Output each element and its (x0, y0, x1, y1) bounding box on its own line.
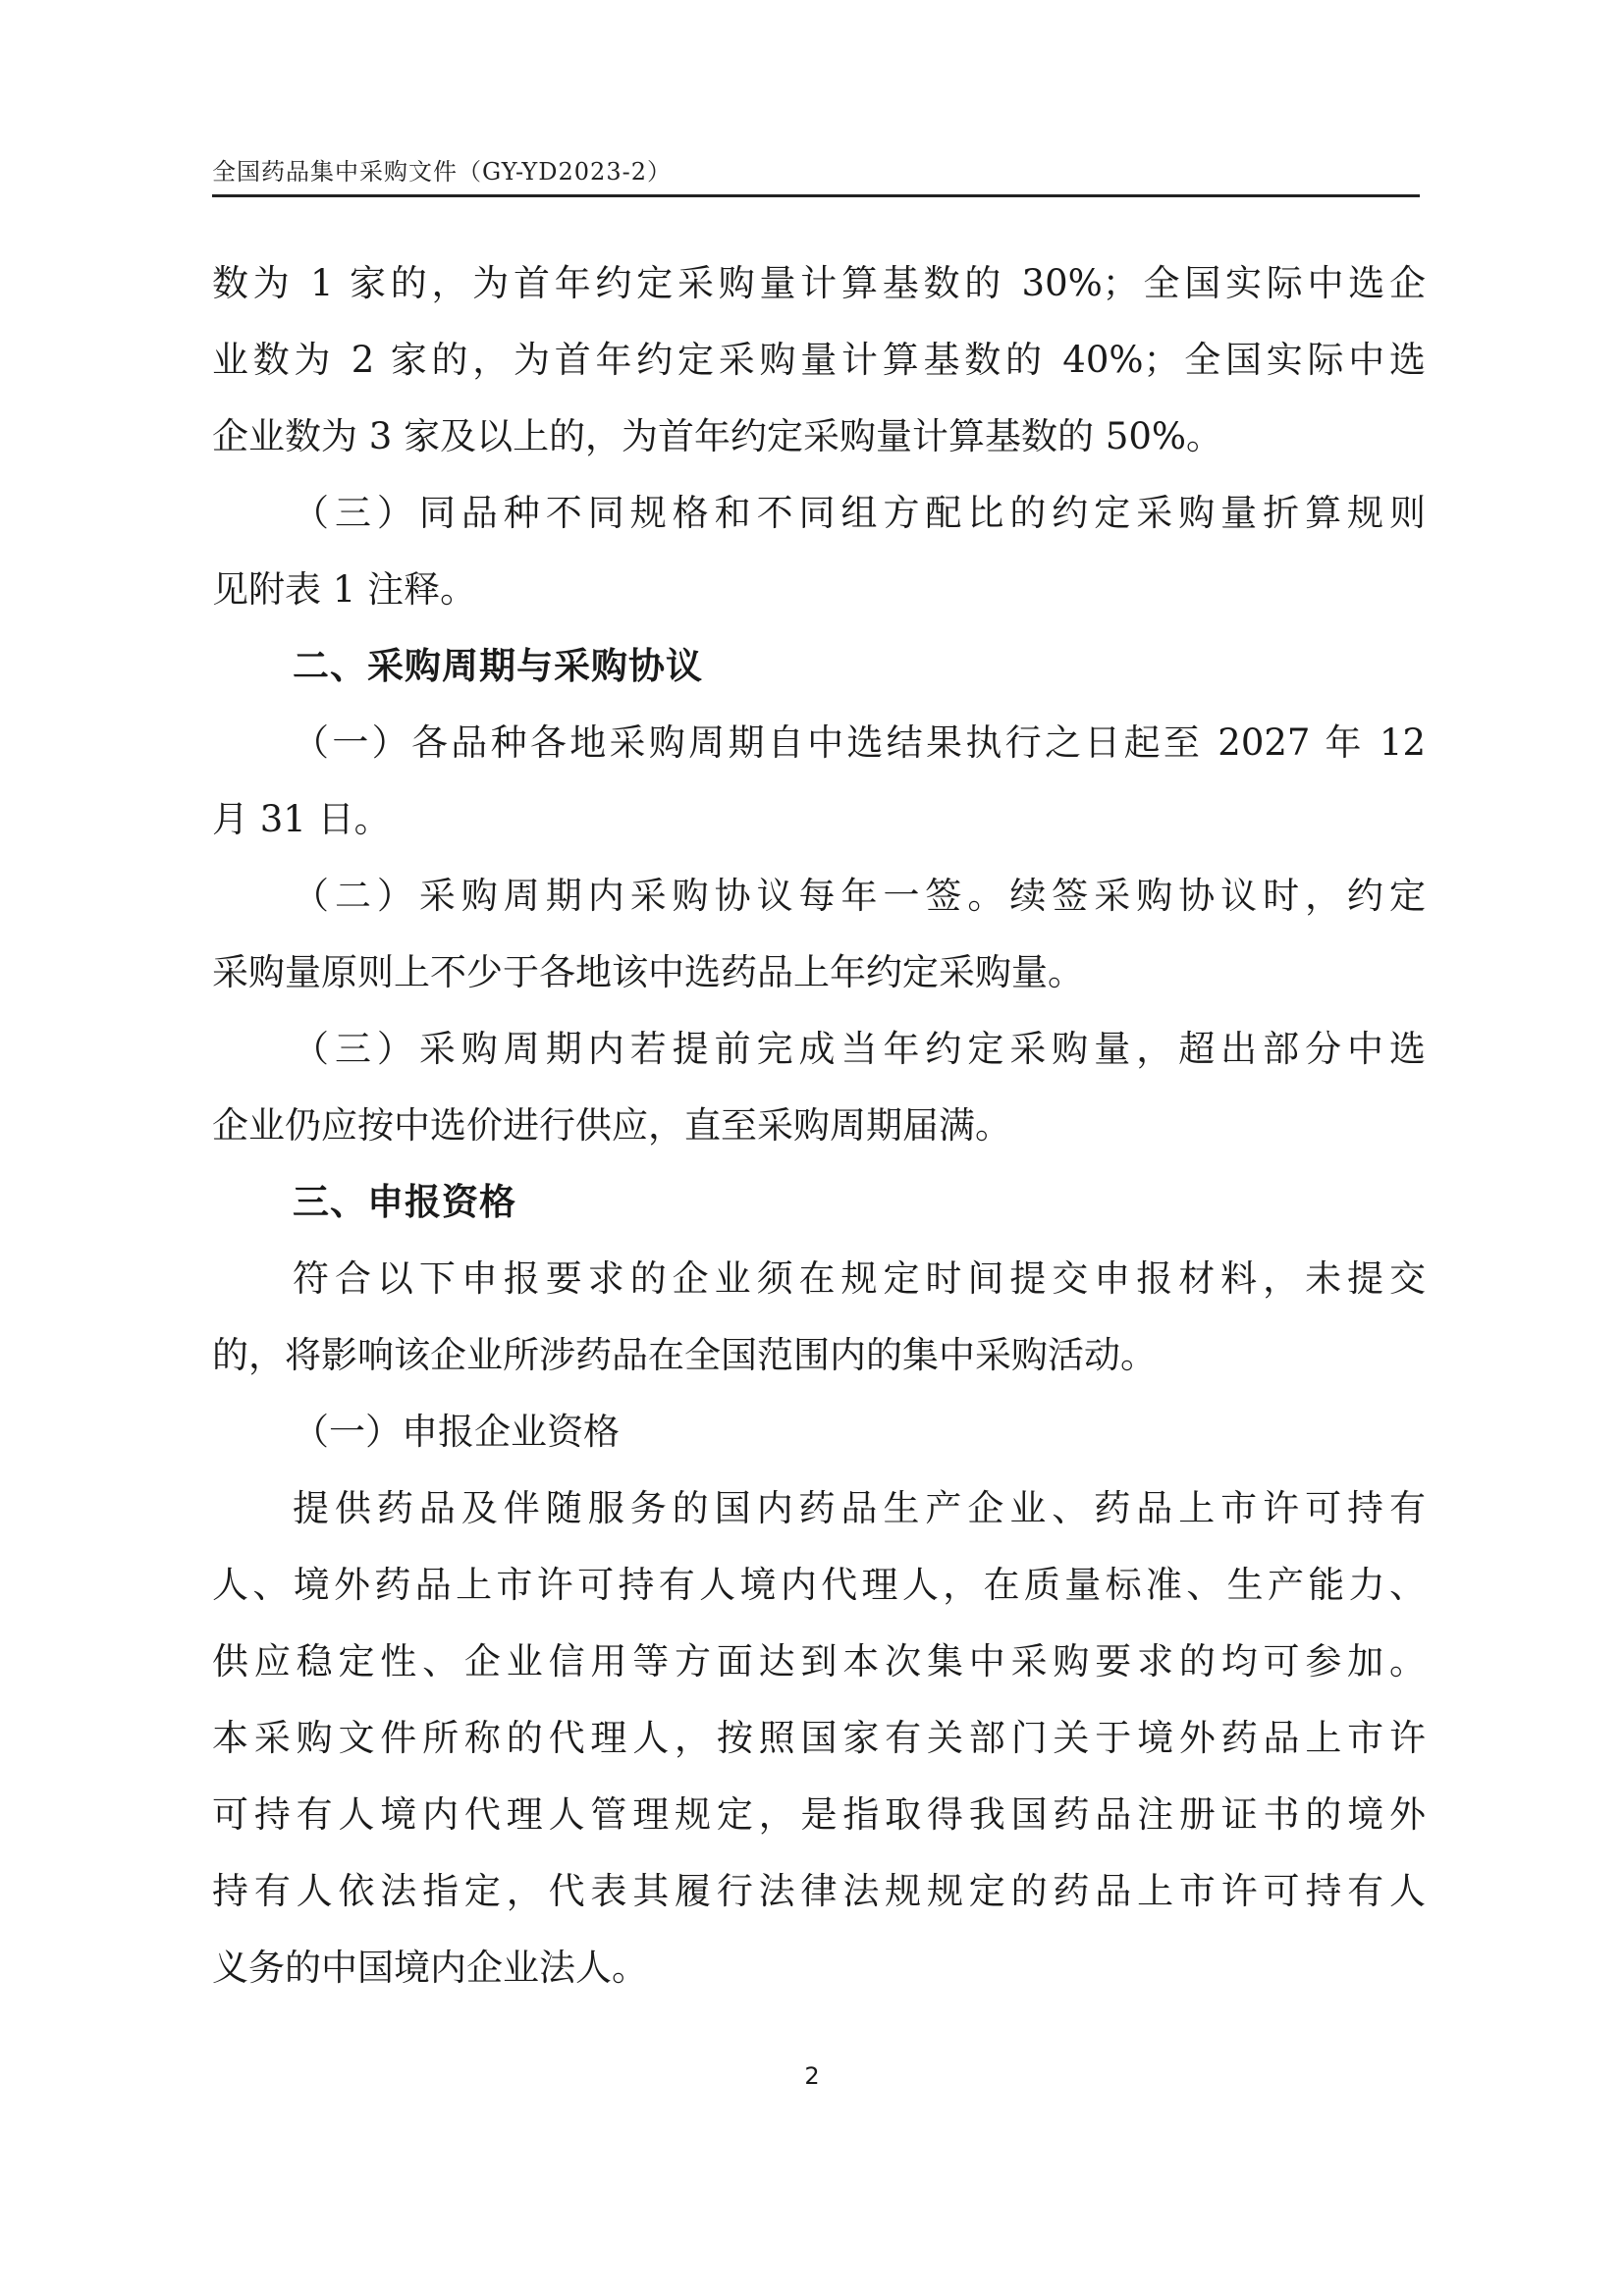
paragraph-line: 业数为 2 家的，为首年约定采购量计算基数的 40%；全国实际中选 (212, 339, 1426, 381)
paragraph-line: 符合以下申报要求的企业须在规定时间提交申报材料，未提交 (293, 1257, 1426, 1300)
paragraph-line: 月 31 日。 (212, 798, 391, 840)
section-heading: 三、申报资格 (293, 1181, 516, 1223)
section-heading: 二、采购周期与采购协议 (293, 645, 703, 687)
paragraph-line: 数为 1 家的，为首年约定采购量计算基数的 30%；全国实际中选企 (212, 262, 1426, 304)
paragraph-line: 企业仍应按中选价进行供应，直至采购周期届满。 (212, 1104, 1011, 1147)
paragraph-line: （三）同品种不同规格和不同组方配比的约定采购量折算规则 (293, 492, 1426, 534)
document-title: 全国药品集中采购文件（GY-YD2023-2） (212, 158, 672, 186)
page-number: 2 (804, 2062, 820, 2090)
paragraph-line: 义务的中国境内企业法人。 (212, 1947, 648, 1989)
paragraph-line: （二）采购周期内采购协议每年一签。续签采购协议时，约定 (293, 875, 1426, 917)
paragraph-line: 持有人依法指定，代表其履行法律法规规定的药品上市许可持有人 (212, 1870, 1426, 1912)
paragraph-line: 人、境外药品上市许可持有人境内代理人，在质量标准、生产能力、 (212, 1564, 1426, 1606)
paragraph-line: （三）采购周期内若提前完成当年约定采购量，超出部分中选 (293, 1028, 1426, 1070)
paragraph-line: 见附表 1 注释。 (212, 568, 477, 611)
paragraph-line: 提供药品及伴随服务的国内药品生产企业、药品上市许可持有 (293, 1487, 1426, 1529)
document-body (212, 245, 1426, 2006)
page-header (212, 147, 1420, 197)
paragraph-line: 的，将影响该企业所涉药品在全国范围内的集中采购活动。 (212, 1334, 1157, 1376)
paragraph-line: （一）各品种各地采购周期自中选结果执行之日起至 2027 年 12 (293, 721, 1426, 764)
paragraph-line: 本采购文件所称的代理人，按照国家有关部门关于境外药品上市许 (212, 1717, 1426, 1759)
subsection-heading: （一）申报企业资格 (293, 1411, 620, 1453)
paragraph-line: 可持有人境内代理人管理规定，是指取得我国药品注册证书的境外 (212, 1793, 1426, 1836)
paragraph-line: 企业数为 3 家及以上的，为首年约定采购量计算基数的 50%。 (212, 415, 1223, 457)
paragraph-line: 供应稳定性、企业信用等方面达到本次集中采购要求的均可参加。 (212, 1640, 1426, 1682)
paragraph-line: 采购量原则上不少于各地该中选药品上年约定采购量。 (212, 951, 1084, 993)
